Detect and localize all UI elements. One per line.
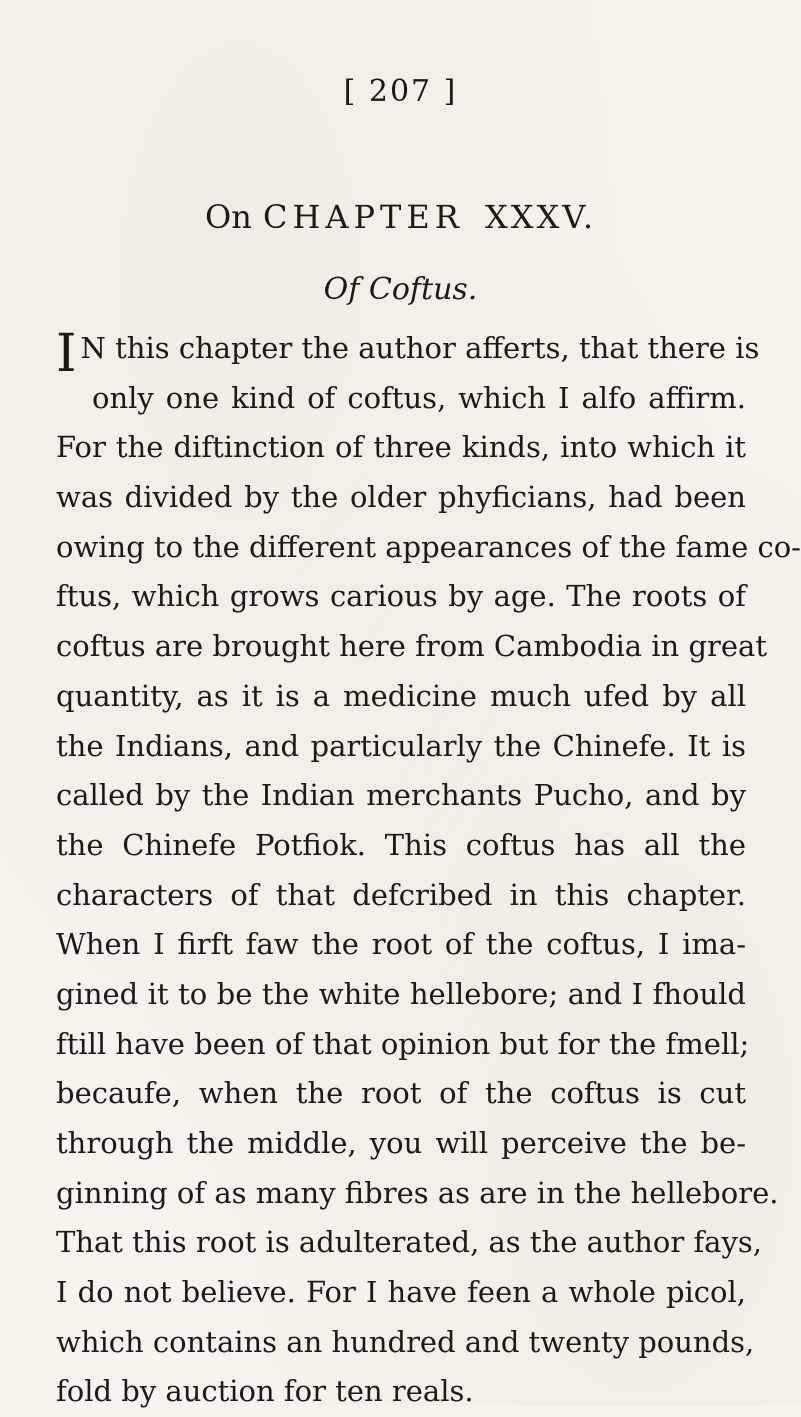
text-line: only one kind of coftus, which I alfo affirm. bbox=[92, 380, 746, 415]
text-line: fold by auction for ten reals. bbox=[56, 1374, 474, 1409]
text-line: ftus, which grows carious by age. The roots of bbox=[56, 579, 746, 614]
text-line: the Indians, and particularly the Chinefe. It is bbox=[56, 728, 746, 763]
chapter-prefix: On bbox=[204, 198, 252, 236]
chapter-heading bbox=[0, 198, 801, 236]
text-line: I do not believe. For I have feen a whole picol, bbox=[56, 1275, 746, 1310]
text-line: N this chapter the author afferts, that there is bbox=[80, 331, 760, 365]
text-line: That this root is adulterated, as the author fays, bbox=[56, 1225, 762, 1260]
text-line: quantity, as it is a medicine much ufed by all bbox=[56, 678, 746, 713]
text-line: which contains an hundred and twenty pounds, bbox=[56, 1324, 755, 1359]
text-line: the Chinefe Potfiok. This coftus has all the bbox=[56, 827, 746, 862]
text-line: was divided by the older phyficians, had been bbox=[56, 480, 746, 515]
text-line: ftill have been of that opinion but for the fmell; bbox=[56, 1026, 750, 1061]
page-number: [ 207 ] bbox=[343, 74, 458, 109]
drop-cap: I bbox=[56, 324, 77, 384]
chapter-subtitle: Of Coftus. bbox=[323, 272, 478, 307]
text-line: becaufe, when the root of the coftus is cut bbox=[56, 1076, 746, 1111]
text-line: through the middle, you will perceive the be- bbox=[56, 1126, 746, 1160]
text-line: gined it to be the white hellebore; and I fhould bbox=[56, 976, 746, 1011]
text-line: ginning of as many fibres as are in the hellebore. bbox=[56, 1175, 779, 1210]
text-line: owing to the different appearances of the fame co- bbox=[56, 529, 801, 564]
text-line: For the diftinction of three kinds, into which it bbox=[56, 430, 746, 465]
text-line: called by the Indian merchants Pucho, and by bbox=[56, 778, 746, 813]
body-paragraph bbox=[56, 324, 801, 1417]
text-line: coftus are brought here from Cambodia in great bbox=[56, 629, 767, 664]
chapter-numeral: XXXV. bbox=[484, 198, 597, 236]
chapter-word: CHAPTER bbox=[262, 198, 464, 236]
text-line: characters of that defcribed in this chapter. bbox=[56, 877, 746, 912]
text-line: When I firft faw the root of the coftus, I ima- bbox=[56, 927, 746, 962]
